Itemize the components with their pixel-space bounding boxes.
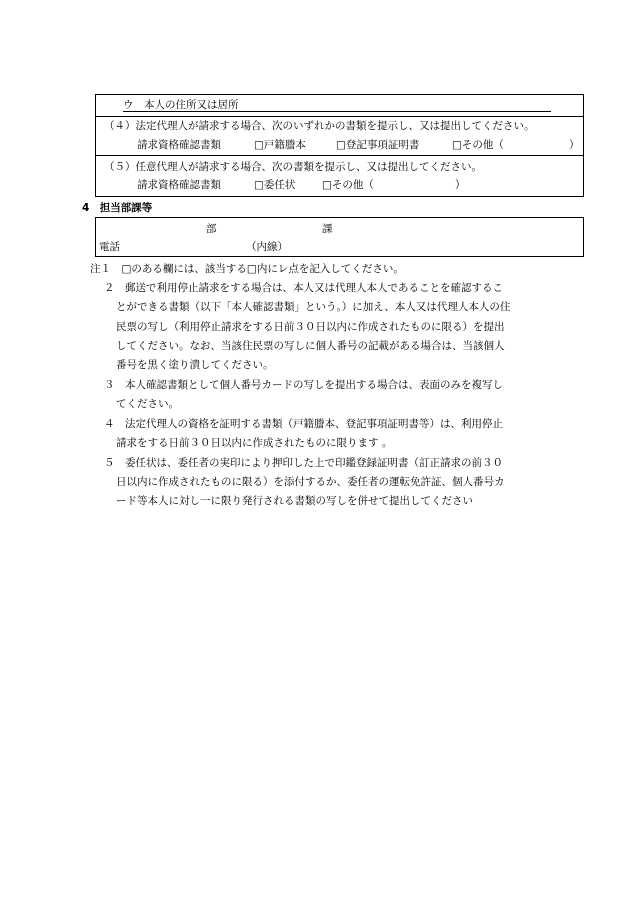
phone-label: 電話: [99, 241, 120, 253]
voluntary-agent-doc-label: 請求資格確認書類: [137, 179, 221, 191]
voluntary-agent-instruction: （５）任意代理人が請求する場合、次の書類を提示し、又は提出してください。: [104, 161, 482, 173]
other-close-paren: ）: [569, 139, 580, 151]
note-2-line: ２ 郵送で利用停止請求をする場合は、本人又は代理人本人であることを確認するこ: [104, 282, 503, 294]
note-2-line: とができる書類（以下「本人確認書類」という。）に加え、本人又は代理人本人の住: [116, 301, 511, 313]
note-1: 注１ □のある欄には、該当する□内にレ点を記入してください。: [90, 263, 404, 275]
note-2-line: 番号を黒く塗り潰してください。: [116, 359, 274, 371]
department-ka-label: 課: [322, 223, 333, 235]
note-5-line: ード等本人に対し一に限り発行される書類の写しを併せて提出してください: [116, 495, 473, 507]
table-divider: [95, 116, 584, 117]
checkbox-other[interactable]: □その他（: [322, 179, 374, 191]
note-2-line: してください。なお、当該住民票の写しに個人番号の記載がある場合は、当該個人: [116, 340, 505, 352]
note-3-line: ３ 本人確認書類として個人番号カードの写しを提出する場合は、表面のみを複写し: [104, 379, 503, 391]
note-5-line: ５ 委任状は、委任者の実印により押印した上で印鑑登録証明書（訂正請求の前３０: [104, 457, 503, 469]
table-divider: [95, 155, 584, 156]
checkbox-registry-certificate[interactable]: □登記事項証明書: [336, 139, 420, 151]
department-box: [95, 217, 584, 257]
address-underline: [123, 111, 551, 112]
checkbox-power-of-attorney[interactable]: □委任状: [254, 179, 296, 191]
note-3-line: てください。: [116, 398, 179, 410]
address-row-label: ウ 本人の住所又は居所: [123, 99, 239, 111]
section-heading: 4 担当部課等: [82, 202, 153, 214]
extension-label: （内線）: [246, 241, 288, 253]
note-4-line: ４ 法定代理人の資格を証明する書類（戸籍謄本、登記事項証明書等）は、利用停止: [104, 418, 503, 430]
department-bu-label: 部: [206, 223, 217, 235]
legal-agent-doc-label: 請求資格確認書類: [137, 139, 221, 151]
note-2-line: 民票の写し（利用停止請求をする日前３０日以内に作成されたものに限る）を提出: [116, 321, 505, 333]
other-close-paren: ）: [455, 179, 466, 191]
checkbox-family-register[interactable]: □戸籍謄本: [254, 139, 306, 151]
legal-agent-instruction: （４）法定代理人が請求する場合、次のいずれかの書類を提示し、又は提出してください。: [104, 120, 535, 132]
note-5-line: 日以内に作成されたものに限る）を添付するか、委任者の運転免許証、個人番号カ: [116, 476, 505, 488]
note-4-line: 請求をする日前３０日以内に作成されたものに限ります 。: [116, 437, 393, 449]
checkbox-other[interactable]: □その他（: [452, 139, 504, 151]
